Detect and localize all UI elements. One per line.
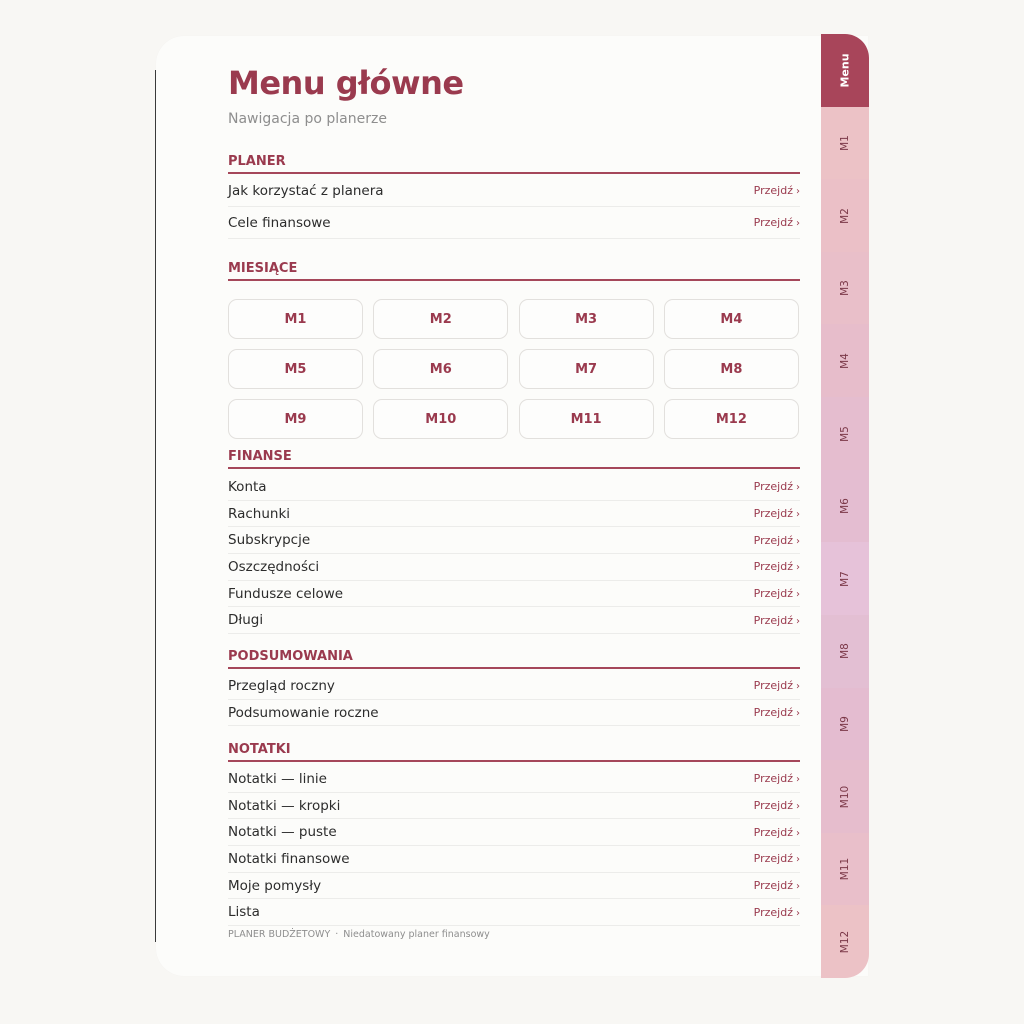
chevron-right-icon: › xyxy=(796,907,800,919)
goto-link[interactable] xyxy=(754,799,800,812)
list-item-label: Jak korzystać z planera xyxy=(228,182,384,199)
month-button-m6[interactable]: M6 xyxy=(373,349,508,389)
chevron-right-icon: › xyxy=(796,681,800,693)
list-item[interactable] xyxy=(228,607,800,634)
side-tab-label: M7 xyxy=(839,570,851,587)
planer-list xyxy=(228,175,800,239)
chevron-right-icon: › xyxy=(796,186,800,197)
chevron-right-icon: › xyxy=(796,854,800,866)
month-grid xyxy=(228,299,800,439)
section-heading-label: PLANER xyxy=(228,154,286,169)
month-button-m7[interactable]: M7 xyxy=(519,349,654,389)
list-item[interactable] xyxy=(228,527,800,554)
month-button-m5[interactable]: M5 xyxy=(228,349,363,389)
list-item-label: Długi xyxy=(228,612,264,629)
goto-link-label: Przejdź xyxy=(753,507,793,521)
goto-link-label: Przejdź xyxy=(753,825,793,839)
section-heading-finanse xyxy=(228,445,800,469)
goto-link[interactable] xyxy=(754,772,800,785)
side-tab-label: M9 xyxy=(839,716,851,732)
section-heading-label: FINANSE xyxy=(228,449,292,464)
page-title: Menu główne xyxy=(228,64,464,102)
goto-link[interactable] xyxy=(754,216,800,229)
chevron-right-icon: › xyxy=(796,535,800,547)
list-item-label: Subskrypcje xyxy=(228,532,311,549)
chevron-right-icon: › xyxy=(796,708,800,720)
podsumowania-list xyxy=(228,673,800,726)
goto-link-label: Przejdź xyxy=(753,216,793,229)
goto-link-label: Przejdź xyxy=(753,879,793,893)
list-item[interactable] xyxy=(228,673,800,700)
list-item-label: Fundusze celowe xyxy=(228,585,344,602)
goto-link-label: Przejdź xyxy=(753,480,793,494)
side-tab-label: M5 xyxy=(839,425,851,442)
goto-link[interactable] xyxy=(754,906,800,919)
list-item-label: Lista xyxy=(228,904,260,921)
list-item[interactable] xyxy=(228,846,800,873)
section-heading-miesiace xyxy=(228,257,800,281)
side-tab-label: M8 xyxy=(839,643,851,660)
side-tab-m8[interactable] xyxy=(821,615,869,688)
month-button-m3[interactable]: M3 xyxy=(519,299,654,339)
goto-link[interactable] xyxy=(754,534,800,547)
goto-link-label: Przejdź xyxy=(753,533,793,547)
footer-separator: · xyxy=(335,929,339,940)
month-button-m9[interactable]: M9 xyxy=(228,399,363,439)
side-tab-label: M10 xyxy=(838,785,851,808)
goto-link[interactable] xyxy=(754,879,800,892)
month-button-m11[interactable]: M11 xyxy=(519,399,654,439)
side-tab-strip xyxy=(821,34,869,978)
side-tab-m2[interactable] xyxy=(821,179,869,252)
list-item[interactable] xyxy=(228,581,800,608)
list-item[interactable] xyxy=(228,899,800,926)
chevron-right-icon: › xyxy=(796,482,800,494)
side-tab-m4[interactable] xyxy=(821,324,869,397)
side-tab-label: M2 xyxy=(839,207,851,224)
list-item-label: Notatki — linie xyxy=(228,770,327,787)
side-tab-m3[interactable] xyxy=(821,252,869,325)
footer-brand: PLANER BUDŻETOWY xyxy=(228,929,331,940)
list-item-label: Przegląd roczny xyxy=(228,677,335,694)
section-heading-planer xyxy=(228,150,800,174)
list-item-label: Podsumowanie roczne xyxy=(228,704,379,721)
list-item[interactable] xyxy=(228,766,800,793)
list-item[interactable] xyxy=(228,873,800,900)
goto-link-label: Przejdź xyxy=(753,679,793,693)
goto-link-label: Przejdź xyxy=(753,799,793,813)
goto-link-label: Przejdź xyxy=(753,706,793,720)
side-tab-label: M3 xyxy=(839,280,851,297)
goto-link[interactable] xyxy=(754,679,800,692)
list-item[interactable] xyxy=(228,474,800,501)
side-tab-label: M6 xyxy=(839,498,851,515)
side-tab-m5[interactable] xyxy=(821,397,869,470)
month-button-m4[interactable]: M4 xyxy=(664,299,799,339)
chevron-right-icon: › xyxy=(796,827,800,839)
side-tab-m10[interactable] xyxy=(821,760,869,833)
side-tab-label: M11 xyxy=(838,858,851,881)
section-heading-notatki xyxy=(228,738,800,762)
month-button-m1[interactable]: M1 xyxy=(228,299,363,339)
finanse-list xyxy=(228,474,800,634)
side-tab-m11[interactable] xyxy=(821,833,869,906)
goto-link[interactable] xyxy=(754,614,800,627)
list-item[interactable] xyxy=(228,700,800,727)
list-item[interactable] xyxy=(228,501,800,528)
list-item-label: Notatki — puste xyxy=(228,824,337,841)
list-item-label: Rachunki xyxy=(228,505,291,522)
month-button-m10[interactable]: M10 xyxy=(373,399,508,439)
list-item[interactable] xyxy=(228,819,800,846)
list-item-label: Moje pomysły xyxy=(228,877,322,894)
list-item[interactable] xyxy=(228,175,800,207)
list-item[interactable] xyxy=(228,554,800,581)
chevron-right-icon: › xyxy=(796,881,800,893)
side-tab-m12[interactable] xyxy=(821,905,869,978)
section-heading-label: PODSUMOWANIA xyxy=(228,649,353,664)
side-tab-label: Menu xyxy=(838,53,852,88)
goto-link[interactable] xyxy=(754,184,800,197)
chevron-right-icon: › xyxy=(796,509,800,521)
section-heading-podsumowania xyxy=(228,645,800,669)
page-subtitle: Nawigacja po planerze xyxy=(228,111,387,127)
side-tab-m7[interactable] xyxy=(821,542,869,615)
goto-link-label: Przejdź xyxy=(753,587,793,601)
chevron-right-icon: › xyxy=(796,615,800,627)
goto-link[interactable] xyxy=(754,480,800,493)
chevron-right-icon: › xyxy=(796,801,800,813)
goto-link-label: Przejdź xyxy=(753,852,793,866)
list-item[interactable] xyxy=(228,207,800,239)
list-item[interactable] xyxy=(228,793,800,820)
goto-link-label: Przejdź xyxy=(753,905,793,919)
list-item-label: Cele finansowe xyxy=(228,214,331,231)
goto-link-label: Przejdź xyxy=(753,613,793,627)
footer-tagline: Niedatowany planer finansowy xyxy=(343,929,490,940)
goto-link[interactable] xyxy=(754,706,800,719)
side-tab-label: M12 xyxy=(838,930,851,954)
list-item-label: Notatki finansowe xyxy=(228,850,350,867)
side-tab-label: M1 xyxy=(839,135,851,152)
goto-link[interactable] xyxy=(754,507,800,520)
goto-link-label: Przejdź xyxy=(753,184,793,197)
side-tab-m6[interactable] xyxy=(821,470,869,543)
side-tab-label: M4 xyxy=(839,353,851,369)
page-spine-line xyxy=(155,70,156,942)
month-button-m12[interactable]: M12 xyxy=(664,399,799,439)
goto-link-label: Przejdź xyxy=(753,560,793,574)
side-tab-menu[interactable] xyxy=(821,34,869,107)
section-heading-label: NOTATKI xyxy=(228,742,291,757)
month-button-m8[interactable]: M8 xyxy=(664,349,799,389)
list-item-label: Notatki — kropki xyxy=(228,797,341,814)
goto-link[interactable] xyxy=(754,852,800,865)
chevron-right-icon: › xyxy=(796,774,800,786)
goto-link[interactable] xyxy=(754,826,800,839)
section-heading-label: MIESIĄCE xyxy=(228,261,298,276)
chevron-right-icon: › xyxy=(796,562,800,574)
goto-link-label: Przejdź xyxy=(753,772,793,786)
list-item-label: Oszczędności xyxy=(228,558,320,575)
side-tab-m9[interactable] xyxy=(821,688,869,761)
goto-link[interactable] xyxy=(754,587,800,600)
notatki-list xyxy=(228,766,800,926)
side-tab-m1[interactable] xyxy=(821,107,869,180)
month-button-m2[interactable]: M2 xyxy=(373,299,508,339)
page-footer xyxy=(228,929,490,940)
goto-link[interactable] xyxy=(754,560,800,573)
chevron-right-icon: › xyxy=(796,218,800,229)
list-item-label: Konta xyxy=(228,478,267,495)
chevron-right-icon: › xyxy=(796,589,800,601)
